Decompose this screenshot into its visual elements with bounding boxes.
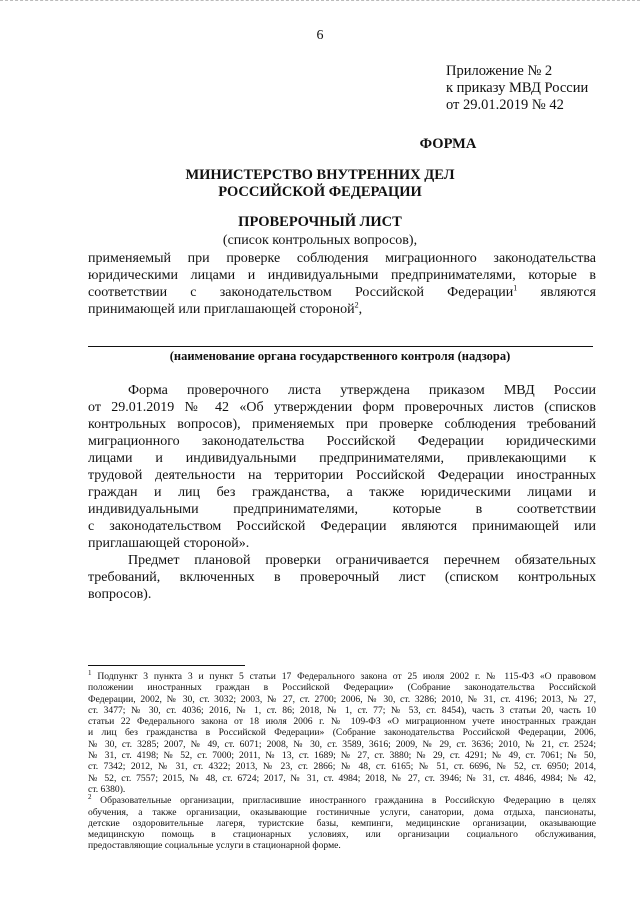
footnote-line: и лиц без гражданства в Российской Федерации» (Собрание законодательства Российской Федерации, 2006, — [88, 727, 596, 739]
organ-caption: (наименование органа государственного контроля (надзора) — [169, 349, 511, 363]
paragraph-line: требований, включенных в проверочный лист (списком контрольных — [88, 570, 596, 585]
paragraph-line: вопросов). — [88, 587, 152, 602]
ministry-heading — [0, 167, 640, 201]
checklist-intro — [88, 250, 596, 318]
footnote-line: № 30, ст. 3285; 2007, № 49, ст. 6071; 2008, № 30, ст. 3589, 3616; 2009, № 29, ст. 3636; 2010, № 21, ст. 2524; — [88, 738, 596, 750]
footnote-text: Образовательные организации, пригласившие иностранного гражданина в Российскую Федерацию в целях — [100, 795, 596, 807]
body-text — [88, 382, 596, 603]
footnote-line: № 31, ст. 4198; № 52, ст. 7000; 2011, № 13, ст. 1689; № 27, ст. 3880; № 29, ст. 4291; № 49, ст. 7061; № 50, — [88, 750, 596, 762]
organ-name-line — [88, 346, 593, 347]
paragraph-line: лицами и индивидуальными предпринимателями, привлекающими к — [88, 451, 596, 466]
footnote-line: детские оздоровительные лагеря, туристские базы, кемпинги, медицинские организации, оказывающие — [88, 817, 596, 829]
footnote-line: обучения, а также организации, оказывающие гостиничные услуги, санатории, дома отдыха, пансионаты, — [88, 806, 596, 818]
appendix-block — [446, 63, 588, 114]
form-label: ФОРМА — [419, 136, 477, 152]
footnote-line: ст. 6380). — [88, 783, 126, 795]
intro-text: являются — [540, 285, 596, 300]
paragraph-line: Предмет плановой проверки ограничивается перечнем обязательных — [128, 553, 596, 568]
footnote-line: медицинскую помощь в стационарных условиях, или организации социального обслуживания, — [88, 829, 596, 841]
paragraph-line: граждан и лиц без гражданства, а также юридическими лицами и — [88, 485, 596, 500]
appendix-line: Приложение № 2 — [446, 63, 553, 79]
paragraph-line: от 29.01.2019 № 42 «Об утверждении форм проверочных листов (списков — [88, 400, 596, 415]
footnote-mark: 2 — [88, 793, 92, 802]
footnote-mark: 1 — [88, 668, 92, 677]
appendix-line: от 29.01.2019 № 42 — [446, 97, 564, 113]
checklist-subtitle: (список контрольных вопросов), — [222, 233, 418, 248]
page-number: 6 — [316, 28, 324, 43]
paragraph-line: индивидуальными предпринимателями, которые в соответствии — [88, 502, 596, 517]
footnote-line: ст. 3477; № 30, ст. 4036; 2016, № 1, ст. 86; 2018, № 1, ст. 77; № 53, ст. 8454), часть 3 статьи 20, часть 10 — [88, 704, 596, 716]
footnote-line: № 52, ст. 7557; 2015, № 48, ст. 6724; 2017, № 31, ст. 4984; 2018, № 27, ст. 3946; № 31, ст. 4846, 4984; № 42, — [88, 772, 596, 784]
intro-line — [88, 284, 596, 301]
intro-text: , — [358, 302, 363, 317]
footnote-line: статьи 22 Федерального закона от 18 июля 2006 г. № 109-ФЗ «О миграционном учете иностранных граждан — [88, 716, 596, 728]
intro-line: применяемый при проверке соблюдения миграционного законодательства — [88, 251, 596, 266]
ministry-line: РОССИЙСКОЙ ФЕДЕРАЦИИ — [218, 184, 422, 200]
paragraph-line: приглашающей стороной». — [88, 536, 250, 551]
intro-text: соответствии с законодательством Российской Федерации — [88, 285, 514, 300]
footnote-text: Подпункт 3 пункта 3 и пункт 5 статьи 17 Федерального закона от 25 июля 2002 г. № 115-ФЗ «О правовом — [97, 671, 596, 682]
intro-text: принимающей или приглашающей стороной — [88, 302, 355, 317]
footnote-ref: 2 — [354, 300, 359, 310]
scan-edge — [0, 0, 640, 2]
intro-line: юридическими лицами и индивидуальными предпринимателями, которые в — [88, 268, 596, 283]
footnote-line: положении иностранных граждан в Российской Федерации» (Собрание законодательства Российской — [88, 682, 596, 694]
paragraph-line: контрольных вопросов), применяемых при проверке соблюдения требований — [88, 417, 596, 432]
paragraph-line: трудовой деятельности на территории Российской Федерации иностранных — [88, 468, 596, 483]
footnote-ref: 1 — [513, 283, 518, 293]
ministry-line: МИНИСТЕРСТВО ВНУТРЕННИХ ДЕЛ — [185, 167, 455, 183]
footnote-separator — [88, 665, 245, 666]
intro-line — [88, 301, 596, 318]
paragraph-line: с законодательством Российской Федерации являются принимающей или — [88, 519, 596, 534]
footnote-line: предоставляющие социальные услуги в стационарной форме. — [88, 840, 341, 852]
footnote-line — [88, 795, 596, 806]
paragraph-line: миграционного законодательства Российской Федерации юридическими — [88, 434, 596, 449]
footnotes — [88, 668, 596, 852]
appendix-line: к приказу МВД России — [446, 80, 589, 96]
paragraph-line: Форма проверочного листа утверждена приказом МВД России — [128, 383, 596, 398]
footnote-line: Федерации, 2002, № 30, ст. 3032; 2003, № 27, ст. 2700; 2006, № 30, ст. 3286; 2010, № 31, ст. 4196; 2013, № 27, — [88, 693, 596, 705]
checklist-title: ПРОВЕРОЧНЫЙ ЛИСТ — [238, 214, 402, 230]
footnote-line — [88, 668, 596, 682]
footnote-line: ст. 7342; 2012, № 31, ст. 4322; 2013, № 23, ст. 2866; № 48, ст. 6165; № 51, ст. 6696, № 52, ст. 6950; 2014, — [88, 761, 596, 773]
